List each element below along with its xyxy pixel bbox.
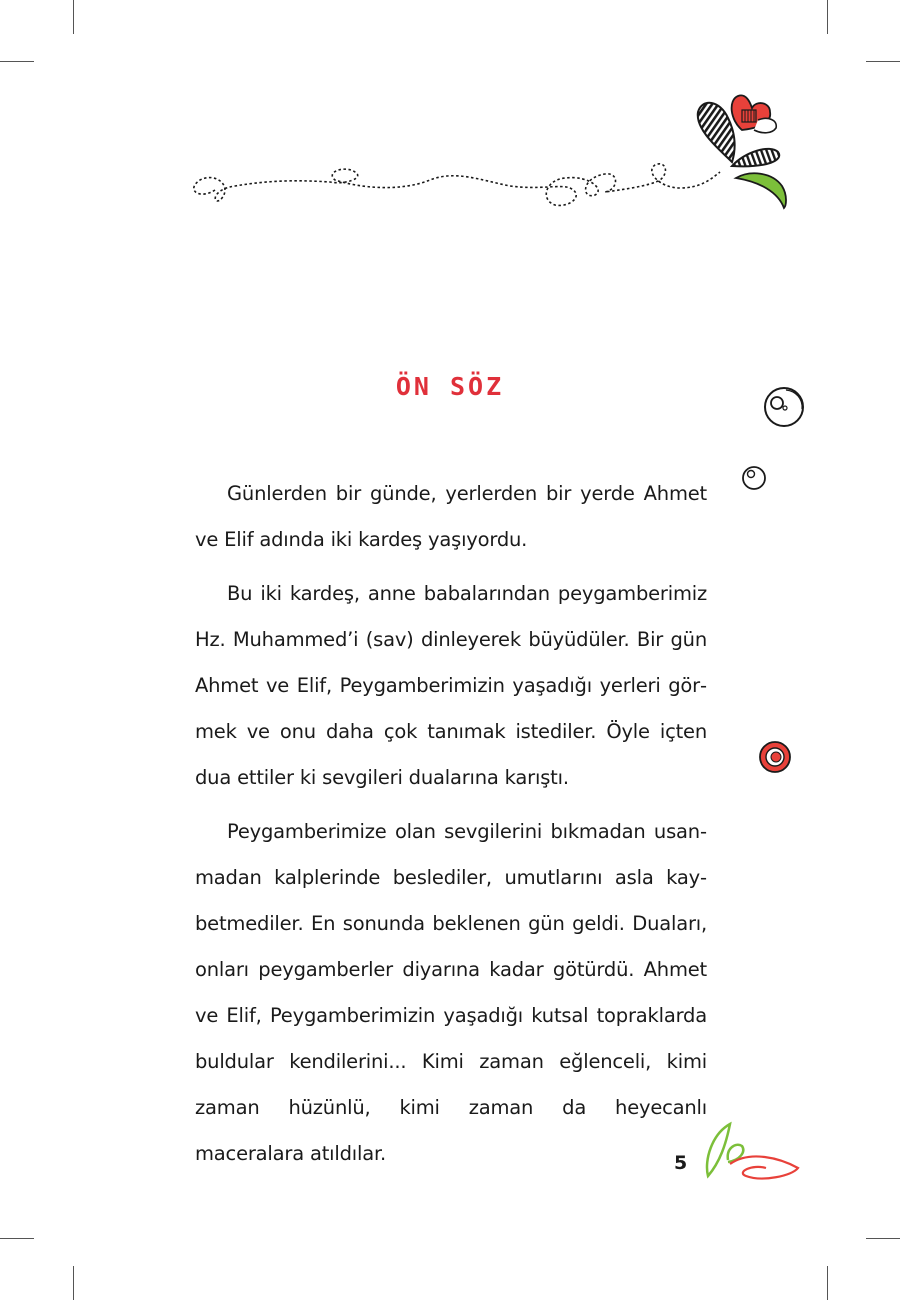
crop-mark-right-bottom — [866, 1238, 900, 1239]
paragraph-3: Peygamberimize olan sevgilerini bıkmadan usanmadan kalplerinde beslediler, umutlarını asla kaybetmediler. En sonunda beklenen gün geldi. Duaları, onları peygamberler diyarına kadar götürdü. Ahmet ve Elif, Peygamberimizin yaşadığı kutsal topraklarda buldular kendilerini... Kimi zaman eğlenceli, kimi zaman hüzünlü, kimi zaman da heyecanlı maceralara atıldılar. — [195, 820, 707, 1165]
paragraph-1: Günlerden bir günde, yerlerden bir yerde Ahmet ve Elif adında iki kardeş yaşıyordu. — [195, 482, 707, 551]
crop-mark-left-bottom — [0, 1238, 34, 1239]
crop-mark-bottom-left — [73, 1266, 74, 1300]
target-dot-icon — [756, 738, 796, 778]
heart-flower-icon — [690, 90, 800, 210]
preface-body — [195, 471, 707, 1185]
small-bubble-icon — [740, 464, 770, 494]
paragraph-2: Bu iki kardeş, anne babalarından peygamberimiz Hz. Muhammed’i (sav) dinleyerek büyüdüler. Bir gün Ahmet ve Elif, Peygamberimizin yaşadığı yerleri görmek ve onu daha çok tanımak istediler. Öyle içten dua ettiler ki sevgileri dualarına karıştı. — [195, 582, 707, 789]
crop-mark-bottom-right — [827, 1266, 828, 1300]
leaf-swirl-icon — [700, 1120, 810, 1190]
page-title: ÖN SÖZ — [395, 372, 505, 401]
page-number: 5 — [674, 1152, 688, 1174]
